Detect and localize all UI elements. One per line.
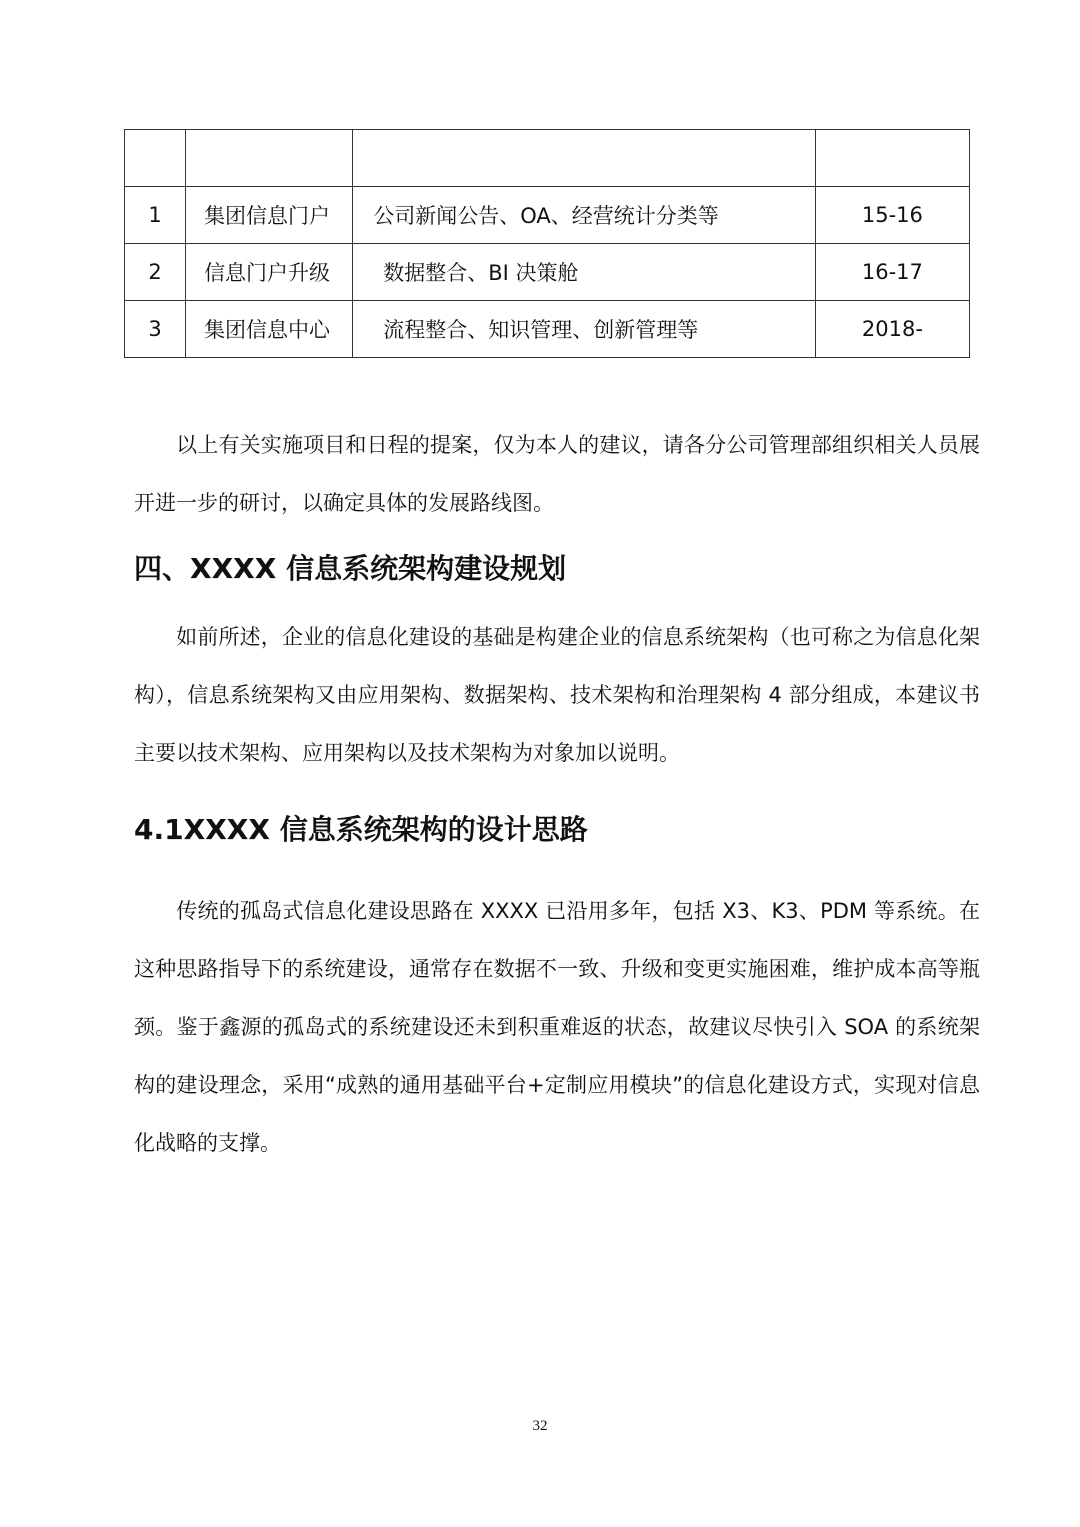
project-name-cell: 信息门户升级 [186, 244, 353, 301]
project-period-cell [815, 130, 969, 187]
table-row [125, 301, 970, 358]
project-content-cell: 公司新闻公告、OA、经营统计分类等 [353, 187, 816, 244]
project-content-cell: 流程整合、知识管理、创新管理等 [353, 301, 816, 358]
body-paragraph [134, 608, 980, 782]
page-number: 32 [532, 1418, 548, 1434]
project-name-cell: 集团信息中心 [186, 301, 353, 358]
table-row [125, 187, 970, 244]
project-name-cell [186, 130, 353, 187]
paragraph-text: 以上有关实施项目和日程的提案，仅为本人的建议，请各分公司管理部组织相关人员展开进一步的研讨，以确定具体的发展路线图。 [134, 433, 980, 515]
project-period-cell: 2018- [815, 301, 969, 358]
section-heading: 四、XXXX 信息系统架构建设规划 [134, 552, 567, 585]
subsection-heading: 4.1XXXX 信息系统架构的设计思路 [134, 813, 588, 846]
paragraph-text: 如前所述，企业的信息化建设的基础是构建企业的信息系统架构（也可称之为信息化架构），信息系统架构又由应用架构、数据架构、技术架构和治理架构 4 部分组成，本建议书主要以技术架构、应用架构以及技术架构为对象加以说明。 [134, 625, 980, 765]
project-period-cell: 15-16 [815, 187, 969, 244]
body-paragraph [134, 416, 980, 532]
project-content-cell: 数据整合、BI 决策舱 [353, 244, 816, 301]
table-row [125, 244, 970, 301]
implementation-plan-table [124, 129, 970, 358]
table-row [125, 130, 970, 187]
row-number-cell: 1 [125, 187, 186, 244]
project-period-cell: 16-17 [815, 244, 969, 301]
paragraph-text: 传统的孤岛式信息化建设思路在 XXXX 已沿用多年，包括 X3、K3、PDM 等系统。在这种思路指导下的系统建设，通常存在数据不一致、升级和变更实施困难，维护成本高等瓶颈。鉴于鑫源的孤岛式的系统建设还未到积重难返的状态，故建议尽快引入 SOA 的系统架构的建设理念，采用“成熟的通用基础平台+定制应用模块”的信息化建设方式，实现对信息化战略的支撑。 [134, 899, 980, 1155]
project-content-cell [353, 130, 816, 187]
row-number-cell: 2 [125, 244, 186, 301]
body-paragraph [134, 882, 980, 1172]
row-number-cell: 3 [125, 301, 186, 358]
project-name-cell: 集团信息门户 [186, 187, 353, 244]
row-number-cell [125, 130, 186, 187]
